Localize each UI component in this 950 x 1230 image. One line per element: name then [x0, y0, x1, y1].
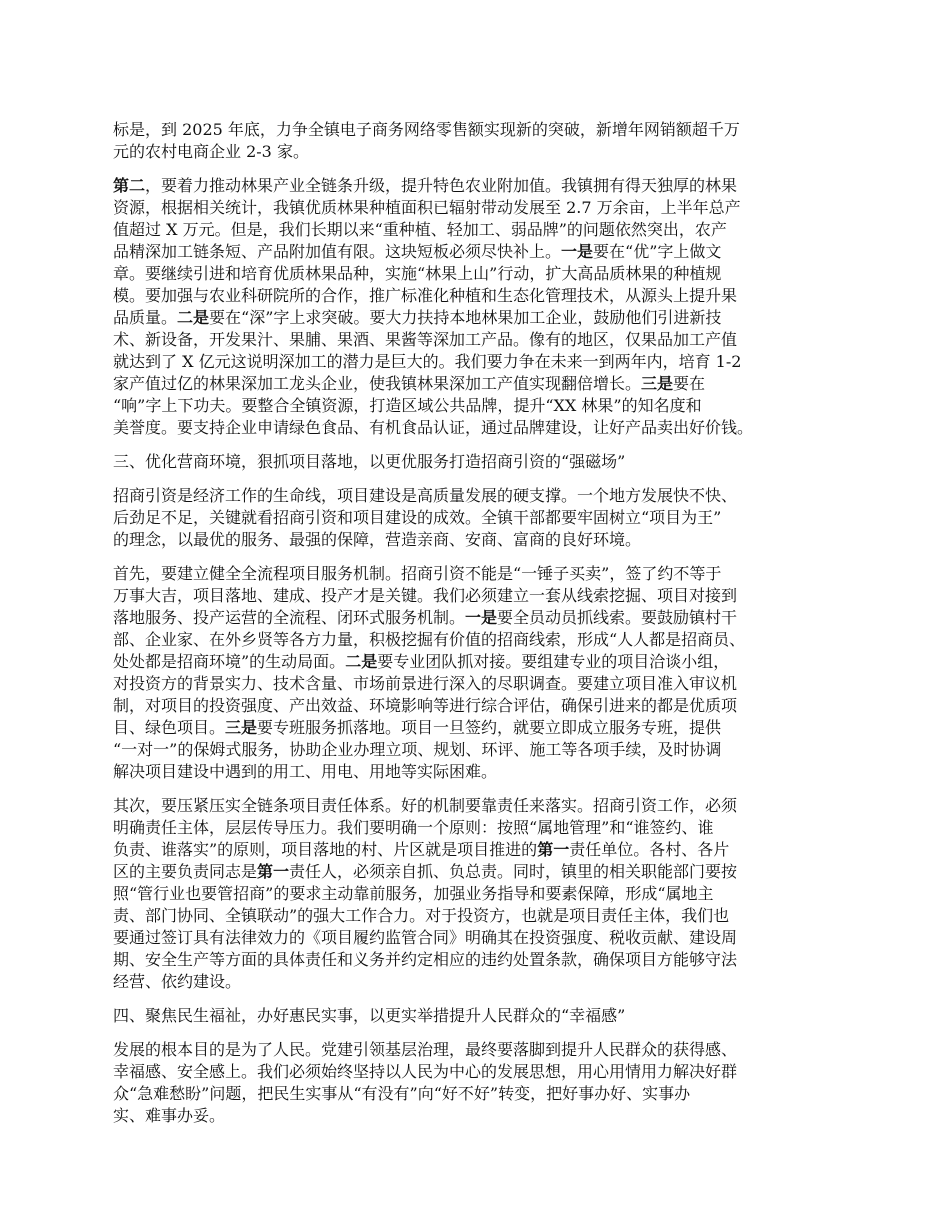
text-line — [113, 949, 853, 971]
text-line — [113, 1105, 853, 1127]
text-line — [113, 395, 853, 417]
text-segment: 幸福感、安全感上。我们必须始终坚持以人民为中心的发展思想，用心用情用力解决好群 — [113, 1062, 738, 1081]
text-segment: 责任单位。各村、各片 — [569, 840, 730, 859]
text-line — [113, 507, 853, 529]
text-segment: 对投资方的背景实力、技术含量、市场前景进行深入的尽职调查。要建立项目准入审议机 — [113, 674, 738, 693]
text-segment: 资源，根据相关统计，我镇优质林果种植面积已辐射带动发展至 2.7 万余亩，上半年总产 — [113, 198, 741, 217]
text-segment: 要专业团队抓对接。要组建专业的项目洽谈小组， — [377, 652, 730, 671]
paragraph — [113, 175, 853, 439]
text-line — [113, 883, 853, 905]
text-line — [113, 219, 853, 241]
paragraph — [113, 1039, 853, 1127]
text-line — [113, 241, 853, 263]
text-segment: 章。要继续引进和培育优质林果品种，实施“林果上山”行动，扩大高品质林果的种植规 — [113, 264, 722, 283]
text-line — [113, 285, 853, 307]
bold-text: 第一 — [257, 862, 290, 881]
text-segment: 经营、依约建设。 — [113, 972, 242, 991]
text-segment: 四、聚焦民生福祉，办好惠民实事，以更实举措提升人民群众的“幸福感” — [113, 1006, 626, 1025]
text-segment: 部、企业家、在外乡贤等各方力量，积极挖掘有价值的招商线索，形成“人人都是招商员、 — [113, 630, 746, 649]
text-segment: 要在“深”字上求突破。要大力扶持本地林果加工企业，鼓励他们引进新技 — [209, 308, 722, 327]
text-line — [113, 795, 853, 817]
text-line — [113, 451, 853, 473]
text-segment: 元的农村电商企业 2-3 家。 — [113, 142, 309, 161]
text-line — [113, 263, 853, 285]
text-line — [113, 739, 853, 761]
text-segment: 后劲足不足，关键就看招商引资和项目建设的成效。全镇干部都要牢固树立“项目为王” — [113, 508, 722, 527]
bold-text: 第二 — [113, 176, 146, 195]
paragraph — [113, 119, 853, 163]
text-line — [113, 761, 853, 783]
text-line — [113, 1083, 853, 1105]
bold-text: 三是 — [225, 718, 258, 737]
text-segment: 解决项目建设中遇到的用工、用电、用地等实际困难。 — [113, 762, 498, 781]
text-line — [113, 141, 853, 163]
text-line — [113, 175, 853, 197]
document-body — [113, 119, 853, 1139]
text-line — [113, 905, 853, 927]
text-line — [113, 717, 853, 739]
text-line — [113, 529, 853, 551]
text-segment: 目、绿色项目。 — [113, 718, 226, 737]
paragraph — [113, 795, 853, 993]
text-segment: 首先，要建立健全全流程项目服务机制。招商引资不能是“一锤子买卖”，签了约不等于 — [113, 564, 722, 583]
text-segment: 负责、谁落实”的原则，项目落地的村、片区就是项目推进的 — [113, 840, 538, 859]
text-line — [113, 307, 853, 329]
text-segment: 责任人，必须亲自抓、负总责。同时，镇里的相关职能部门要按 — [289, 862, 738, 881]
text-segment: 的理念，以最优的服务、最强的保障，营造亲商、安商、富商的良好环境。 — [113, 530, 642, 549]
text-line — [113, 607, 853, 629]
text-segment: 招商引资是经济工作的生命线，项目建设是高质量发展的硬支撑。一个地方发展快不快、 — [113, 486, 738, 505]
text-segment: 责、部门协同、全镇联动”的强大工作合力。对于投资方，也就是项目责任主体，我们也 — [113, 906, 730, 925]
text-segment: 要通过签订具有法律效力的《项目履约监管合同》明确其在投资强度、税收贡献、建设周 — [113, 928, 738, 947]
text-segment: 制，对项目的投资强度、产出效益、环境影响等进行综合评估，确保引进来的都是优质项 — [113, 696, 738, 715]
text-segment: 要专班服务抓落地。项目一旦签约，就要立即成立服务专班，提供 — [257, 718, 722, 737]
bold-text: 二是 — [345, 652, 378, 671]
text-segment: 处处都是招商环境”的生动局面。 — [113, 652, 346, 671]
text-line — [113, 927, 853, 949]
text-segment: ，要着力推动林果产业全链条升级，提升特色农业附加值。我镇拥有得天独厚的林果 — [145, 176, 738, 195]
text-segment: 值超过 X 万元。但是，我们长期以来“重种植、轻加工、弱品牌”的问题依然突出，农产 — [113, 220, 727, 239]
text-segment: 明确责任主体，层层传导压力。我们要明确一个原则：按照“属地管理”和“谁签约、谁 — [113, 818, 714, 837]
text-line — [113, 563, 853, 585]
text-line — [113, 485, 853, 507]
text-segment: 要在“优”字上做文 — [593, 242, 722, 261]
paragraph — [113, 563, 853, 783]
text-segment: 标是，到 2025 年底，力争全镇电子商务网络零售额实现新的突破，新增年网销额超千万 — [113, 120, 740, 139]
text-line — [113, 629, 853, 651]
text-segment: 区的主要负责同志是 — [113, 862, 258, 881]
text-line — [113, 839, 853, 861]
bold-text: 第一 — [537, 840, 570, 859]
text-segment: 众“急难愁盼”问题，把民生实事从“有没有”向“好不好”转变，把好事办好、实事办 — [113, 1084, 691, 1103]
text-line — [113, 585, 853, 607]
bold-text: 三是 — [641, 374, 674, 393]
text-line — [113, 695, 853, 717]
paragraph — [113, 485, 853, 551]
text-segment: 期、安全生产等方面的具体责任和义务并约定相应的违约处置条款，确保项目方能够守法 — [113, 950, 738, 969]
section-heading — [113, 451, 853, 473]
text-segment: 万事大吉，项目落地、建成、投产才是关键。我们必须建立一套从线索挖掘、项目对接到 — [113, 586, 738, 605]
section-heading — [113, 1005, 853, 1027]
text-line — [113, 119, 853, 141]
text-line — [113, 651, 853, 673]
text-line — [113, 197, 853, 219]
text-segment: “响”字上下功夫。要整合全镇资源，打造区域公共品牌，提升“XX 林果”的知名度和 — [113, 396, 702, 415]
bold-text: 一是 — [465, 608, 498, 627]
text-segment: 要全员动员抓线索。要鼓励镇村干 — [497, 608, 738, 627]
text-segment: 家产值过亿的林果深加工龙头企业，使我镇林果深加工产值实现翻倍增长。 — [113, 374, 642, 393]
text-line — [113, 417, 853, 439]
text-segment: 要在 — [673, 374, 706, 393]
text-segment: 三、优化营商环境，狠抓项目落地，以更优服务打造招商引资的“强磁场” — [113, 452, 626, 471]
text-line — [113, 673, 853, 695]
text-line — [113, 971, 853, 993]
text-line — [113, 1005, 853, 1027]
text-line — [113, 1061, 853, 1083]
text-segment: 品质量。 — [113, 308, 178, 327]
text-line — [113, 351, 853, 373]
text-line — [113, 861, 853, 883]
text-segment: 其次，要压紧压实全链条项目责任体系。好的机制要靠责任来落实。招商引资工作，必须 — [113, 796, 738, 815]
text-segment: 就达到了 X 亿元这说明深加工的潜力是巨大的。我们要力争在未来一到两年内，培育 1-2 — [113, 352, 742, 371]
text-segment: 模。要加强与农业科研院所的合作，推广标准化种植和生态化管理技术，从源头上提升果 — [113, 286, 738, 305]
text-segment: 落地服务、投产运营的全流程、闭环式服务机制。 — [113, 608, 466, 627]
text-segment: “一对一”的保姆式服务，协助企业办理立项、规划、环评、施工等各项手续，及时协调 — [113, 740, 722, 759]
text-segment: 品精深加工链条短、产品附加值有限。这块短板必须尽快补上。 — [113, 242, 562, 261]
text-line — [113, 1039, 853, 1061]
text-segment: 术、新设备，开发果汁、果脯、果酒、果酱等深加工产品。像有的地区，仅果品加工产值 — [113, 330, 738, 349]
text-line — [113, 329, 853, 351]
text-segment: 实、难事办妥。 — [113, 1106, 226, 1125]
bold-text: 二是 — [177, 308, 210, 327]
text-segment: 发展的根本目的是为了人民。党建引领基层治理，最终要落脚到提升人民群众的获得感、 — [113, 1040, 738, 1059]
bold-text: 一是 — [561, 242, 594, 261]
text-segment: 美誉度。要支持企业申请绿色食品、有机食品认证，通过品牌建设，让好产品卖出好价钱。 — [113, 418, 754, 437]
text-line — [113, 817, 853, 839]
text-line — [113, 373, 853, 395]
text-segment: 照“管行业也要管招商”的要求主动靠前服务，加强业务指导和要素保障，形成“属地主 — [113, 884, 714, 903]
